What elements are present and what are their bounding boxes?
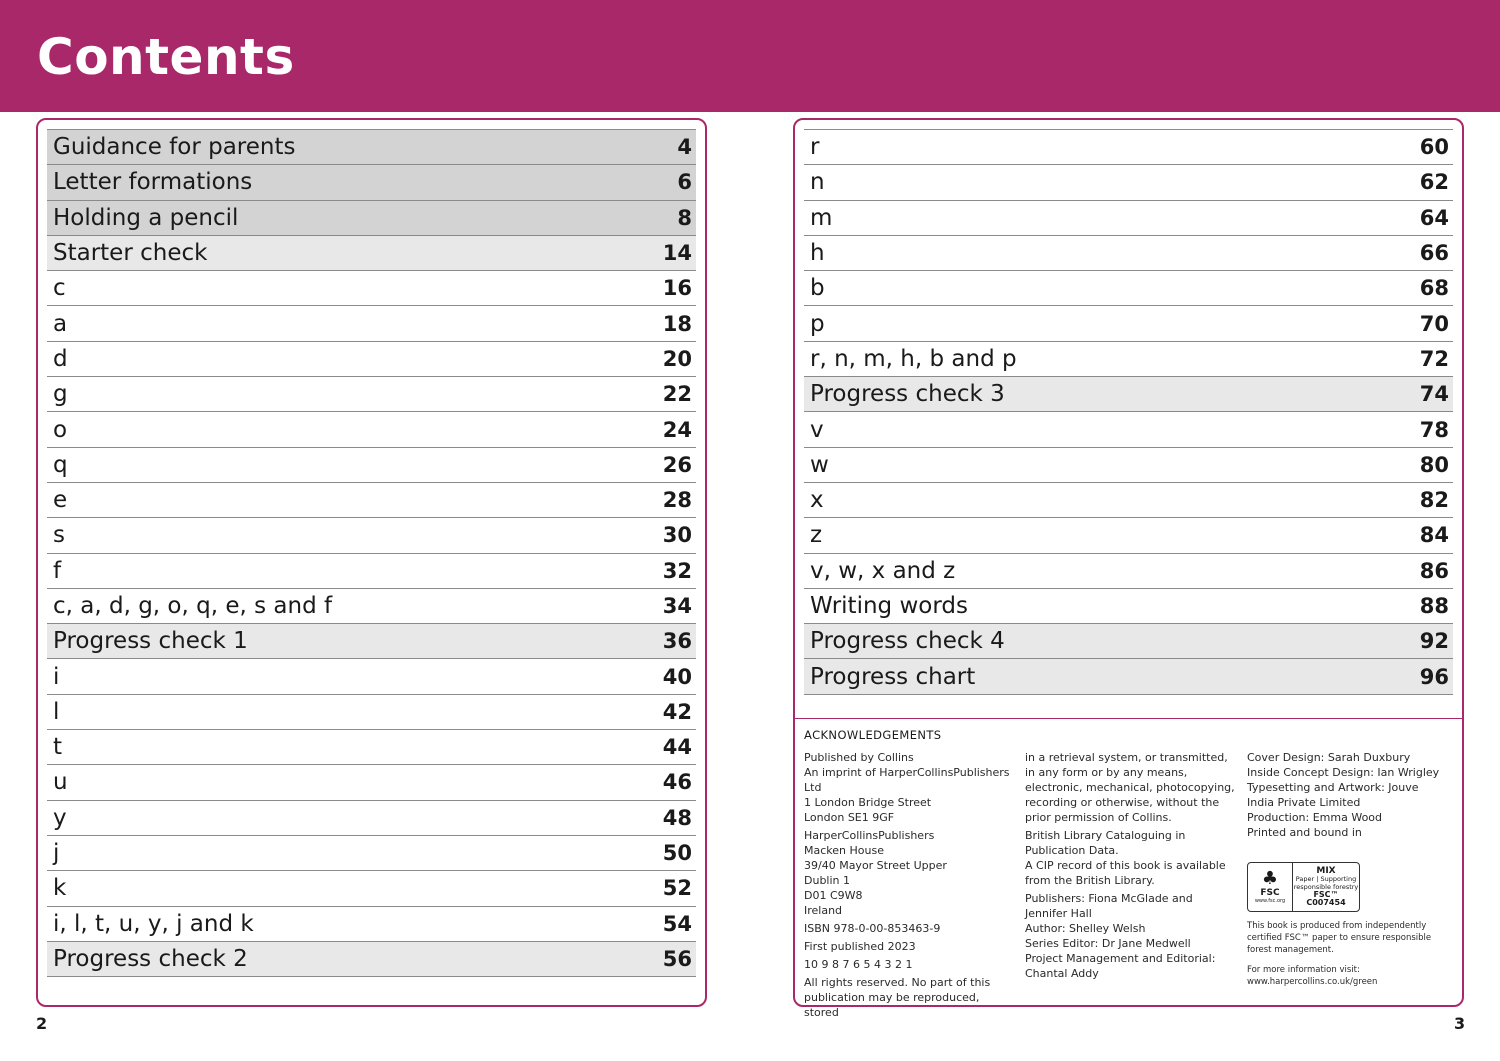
toc-row bbox=[804, 236, 1453, 271]
toc-entry-label: p bbox=[810, 310, 825, 337]
toc-row bbox=[804, 130, 1453, 165]
toc-row bbox=[47, 306, 696, 341]
fsc-mix: MIX bbox=[1316, 866, 1336, 876]
acknowledgements-column-3 bbox=[1247, 750, 1447, 843]
toc-entry-label: Progress check 2 bbox=[53, 945, 248, 972]
toc-row bbox=[47, 483, 696, 518]
toc-entry-label: s bbox=[53, 522, 65, 549]
toc-page-number: 6 bbox=[677, 170, 692, 195]
toc-page-number: 64 bbox=[1419, 205, 1449, 230]
acknowledgements-column-1 bbox=[804, 750, 1014, 1023]
toc-page-number: 26 bbox=[662, 452, 692, 477]
toc-row bbox=[47, 271, 696, 306]
toc-row bbox=[47, 377, 696, 412]
toc-page-number: 74 bbox=[1419, 382, 1449, 407]
toc-entry-label: i bbox=[53, 663, 60, 690]
toc-row bbox=[47, 412, 696, 447]
toc-page-number: 40 bbox=[662, 664, 692, 689]
acknowledgement-paragraph: ISBN 978-0-00-853463-9 bbox=[804, 922, 941, 935]
toc-row bbox=[47, 871, 696, 906]
toc-page-number: 48 bbox=[662, 805, 692, 830]
divider bbox=[795, 718, 1462, 719]
toc-row bbox=[47, 236, 696, 271]
page-title: Contents bbox=[37, 28, 295, 86]
toc-row bbox=[47, 765, 696, 800]
fsc-paper: Paper | Supporting responsible forestry bbox=[1293, 875, 1359, 891]
toc-row bbox=[47, 624, 696, 659]
toc-row bbox=[804, 483, 1453, 518]
toc-page-number: 14 bbox=[662, 241, 692, 266]
toc-row bbox=[804, 342, 1453, 377]
toc-entry-label: z bbox=[810, 522, 823, 549]
toc-page-number: 52 bbox=[662, 876, 692, 901]
toc-page-number: 22 bbox=[662, 382, 692, 407]
toc-entry-label: h bbox=[810, 240, 825, 267]
toc-page-number: 44 bbox=[662, 735, 692, 760]
toc-row bbox=[47, 836, 696, 871]
toc-entry-label: y bbox=[53, 804, 67, 831]
toc-row bbox=[47, 448, 696, 483]
toc-page-number: 46 bbox=[662, 770, 692, 795]
fsc-code: FSC™ C007454 bbox=[1306, 890, 1346, 907]
toc-row bbox=[804, 589, 1453, 624]
toc-row bbox=[47, 165, 696, 200]
toc-entry-label: Guidance for parents bbox=[53, 134, 296, 161]
contents-panel-right bbox=[793, 118, 1464, 1019]
toc-row bbox=[47, 695, 696, 730]
toc-list-right bbox=[804, 129, 1453, 695]
toc-page-number: 18 bbox=[662, 311, 692, 336]
acknowledgement-paragraph: For more information visit: www.harpercollins.co.uk/green bbox=[1247, 965, 1378, 987]
toc-row bbox=[47, 201, 696, 236]
toc-entry-label: a bbox=[53, 310, 68, 337]
toc-row bbox=[804, 412, 1453, 447]
toc-entry-label: o bbox=[53, 416, 68, 443]
fsc-note bbox=[1247, 920, 1447, 996]
fsc-logo bbox=[1247, 862, 1360, 912]
banner-wave bbox=[0, 95, 1500, 115]
toc-page-number: 32 bbox=[662, 558, 692, 583]
toc-row bbox=[804, 518, 1453, 553]
toc-entry-label: v, w, x and z bbox=[810, 557, 956, 584]
toc-page-number: 60 bbox=[1419, 135, 1449, 160]
toc-row bbox=[804, 165, 1453, 200]
toc-page-number: 42 bbox=[662, 699, 692, 724]
fsc-url: www.fsc.org bbox=[1254, 898, 1286, 904]
acknowledgement-paragraph: Cover Design: Sarah Duxbury Inside Concept Design: Ian Wrigley Typesetting and Artwork: Jouve India Private Limited Production: Emma Wood Printed and bound in bbox=[1247, 751, 1440, 839]
acknowledgements-column-2 bbox=[1025, 750, 1235, 984]
toc-entry-label: j bbox=[53, 840, 60, 867]
toc-entry-label: t bbox=[53, 734, 63, 761]
toc-row bbox=[47, 659, 696, 694]
toc-page-number: 92 bbox=[1419, 629, 1449, 654]
toc-entry-label: g bbox=[53, 381, 68, 408]
toc-page-number: 62 bbox=[1419, 170, 1449, 195]
toc-entry-label: u bbox=[53, 769, 68, 796]
toc-page-number: 28 bbox=[662, 488, 692, 513]
toc-page-number: 86 bbox=[1419, 558, 1449, 583]
toc-entry-label: l bbox=[53, 698, 60, 725]
toc-page-number: 88 bbox=[1419, 594, 1449, 618]
toc-page-number: 30 bbox=[662, 523, 692, 548]
toc-entry-label: v bbox=[810, 416, 824, 443]
toc-entry-label: w bbox=[810, 451, 829, 478]
toc-row bbox=[804, 306, 1453, 341]
toc-row bbox=[47, 589, 696, 624]
contents-panel-left bbox=[36, 118, 707, 1007]
toc-page-number: 72 bbox=[1419, 346, 1449, 371]
toc-row bbox=[804, 659, 1453, 694]
acknowledgements-title: ACKNOWLEDGEMENTS bbox=[804, 728, 942, 742]
toc-row bbox=[47, 730, 696, 765]
toc-page-number: 34 bbox=[662, 594, 692, 618]
toc-entry-label: q bbox=[53, 451, 68, 478]
toc-entry-label: e bbox=[53, 487, 68, 514]
toc-entry-label: Progress check 4 bbox=[810, 628, 1005, 655]
toc-page-number: 68 bbox=[1419, 276, 1449, 301]
toc-entry-label: Progress check 1 bbox=[53, 628, 248, 655]
toc-page-number: 50 bbox=[662, 841, 692, 866]
toc-entry-label: m bbox=[810, 204, 833, 231]
page-number-right: 3 bbox=[1454, 1014, 1466, 1033]
tree-icon: ♣ bbox=[1261, 868, 1279, 889]
toc-row bbox=[47, 907, 696, 942]
page-number-left: 2 bbox=[36, 1014, 48, 1033]
toc-entry-label: i, l, t, u, y, j and k bbox=[53, 910, 254, 937]
toc-entry-label: Progress check 3 bbox=[810, 381, 1005, 408]
acknowledgement-paragraph: British Library Cataloguing in Publication Data. A CIP record of this book is available from the British Library. bbox=[1025, 829, 1226, 887]
toc-page-number: 56 bbox=[662, 946, 692, 971]
toc-page-number: 96 bbox=[1419, 664, 1449, 689]
toc-page-number: 36 bbox=[662, 629, 692, 654]
toc-entry-label: x bbox=[810, 487, 824, 514]
toc-entry-label: Holding a pencil bbox=[53, 204, 239, 231]
acknowledgement-paragraph: in a retrieval system, or transmitted, in any form or by any means, electronic, mechanical, photocopying, recording or otherwise, without the prior permission of Collins. bbox=[1025, 751, 1235, 824]
acknowledgement-paragraph: First published 2023 bbox=[804, 940, 916, 953]
toc-page-number: 8 bbox=[677, 205, 692, 230]
toc-entry-label: d bbox=[53, 345, 68, 372]
toc-page-number: 84 bbox=[1419, 523, 1449, 548]
acknowledgement-paragraph: HarperCollinsPublishers Macken House 39/40 Mayor Street Upper Dublin 1 D01 C9W8 Ireland bbox=[804, 829, 947, 917]
toc-page-number: 70 bbox=[1419, 311, 1449, 336]
toc-page-number: 24 bbox=[662, 417, 692, 442]
toc-row bbox=[47, 130, 696, 165]
toc-entry-label: k bbox=[53, 875, 67, 902]
toc-row bbox=[47, 554, 696, 589]
toc-page-number: 80 bbox=[1419, 452, 1449, 477]
toc-entry-label: Progress chart bbox=[810, 663, 976, 690]
header-banner bbox=[0, 0, 1500, 112]
toc-row bbox=[804, 271, 1453, 306]
toc-entry-label: r, n, m, h, b and p bbox=[810, 345, 1017, 372]
toc-row bbox=[47, 342, 696, 377]
toc-entry-label: f bbox=[53, 557, 62, 584]
toc-row bbox=[804, 377, 1453, 412]
toc-row bbox=[804, 554, 1453, 589]
toc-row bbox=[47, 518, 696, 553]
acknowledgement-paragraph: All rights reserved. No part of this publication may be reproduced, stored bbox=[804, 976, 991, 1019]
acknowledgement-paragraph: 10 9 8 7 6 5 4 3 2 1 bbox=[804, 958, 913, 971]
toc-list-left bbox=[47, 129, 696, 977]
toc-page-number: 66 bbox=[1419, 241, 1449, 266]
toc-row bbox=[804, 624, 1453, 659]
toc-page-number: 20 bbox=[662, 346, 692, 371]
acknowledgement-paragraph: Publishers: Fiona McGlade and Jennifer Hall Author: Shelley Welsh Series Editor: Dr Jane Medwell Project Management and Editorial: Chantal Addy bbox=[1025, 892, 1216, 980]
toc-entry-label: r bbox=[810, 134, 820, 161]
acknowledgement-paragraph: This book is produced from independently certified FSC™ paper to ensure responsible forest management. bbox=[1247, 921, 1432, 955]
toc-row bbox=[47, 801, 696, 836]
toc-row bbox=[804, 448, 1453, 483]
toc-page-number: 82 bbox=[1419, 488, 1449, 513]
toc-entry-label: b bbox=[810, 275, 825, 302]
toc-page-number: 54 bbox=[662, 911, 692, 936]
toc-row bbox=[804, 201, 1453, 236]
acknowledgement-paragraph: Published by Collins An imprint of HarperCollinsPublishers Ltd 1 London Bridge Street London SE1 9GF bbox=[804, 751, 1010, 824]
toc-page-number: 16 bbox=[662, 276, 692, 301]
toc-entry-label: Letter formations bbox=[53, 169, 253, 196]
toc-entry-label: Starter check bbox=[53, 240, 208, 267]
toc-row bbox=[47, 942, 696, 977]
toc-entry-label: n bbox=[810, 169, 825, 196]
toc-entry-label: Writing words bbox=[810, 593, 968, 619]
fsc-word: FSC bbox=[1260, 888, 1280, 898]
toc-page-number: 4 bbox=[677, 135, 692, 160]
toc-entry-label: c bbox=[53, 275, 66, 302]
toc-entry-label: c, a, d, g, o, q, e, s and f bbox=[53, 593, 333, 619]
toc-page-number: 78 bbox=[1419, 417, 1449, 442]
